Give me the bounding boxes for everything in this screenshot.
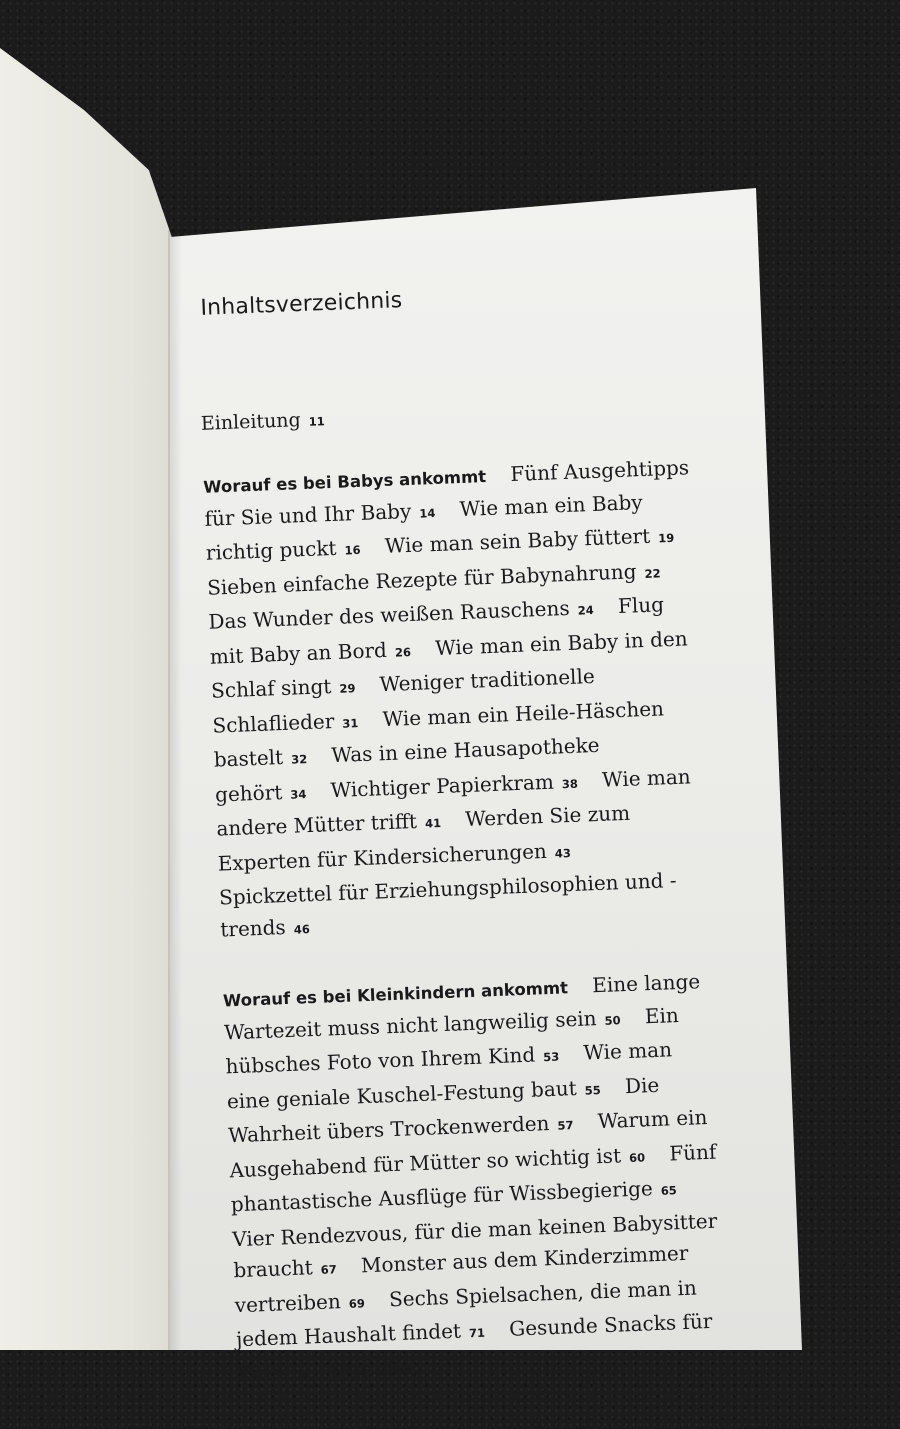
intro-page-number: 11 [308,414,326,429]
intro-label: Einleitung [200,409,302,435]
toc-entry: Werden Sie zum Experten für Kindersicherungen 43 [217,800,631,876]
toc-entry: Spickzettel für Erziehungsphilosophien und -trends 46 [218,867,677,942]
toc-entry: Wie man andere Mütter trifft 41 [216,763,692,841]
toc-entry: Ein hübsches Foto von Ihrem Kind 53 [225,1002,680,1079]
toc-entry: Gesunde Snacks für Kids 74 [236,1308,713,1386]
toc-entry: Fünf Ausgehtipps für Sie und Ihr Baby 14 [204,455,690,531]
section-heading: Worauf es bei Babys ankommt [202,467,487,497]
toc-entry: Monster aus dem Kinderzimmer vertreiben 69 [234,1240,689,1317]
toc-entry: Wie man eine geniale Kuschel-Festung baut 55 [226,1037,673,1113]
toc-entry: Was in eine Hausapotheke gehört 34 [214,732,600,807]
toc-entry: Eine lange Wartezeit muss nicht langweilig sein 50 [223,969,701,1044]
table-of-contents [196,277,729,1429]
toc-entry: Wichtiger Papierkram 38 [330,769,579,802]
toc-title: Inhaltsverzeichnis [199,288,403,321]
toc-entry: Flug mit Baby an Bord 26 [209,592,665,669]
section-heading: Worauf es bei Kleinkindern ankommt [222,978,569,1011]
toc-entry: Sechs Spielsachen, die man in jedem Haushalt findet 71 [235,1275,698,1352]
toc-entry: Die Wahrheit übers Trockenwerden 57 [227,1072,660,1148]
toc-section-kleinkinder [222,966,727,1394]
toc-entry: Das Wunder des weißen Rauschens 24 [208,595,594,634]
toc-entry: Warum ein Ausgehabend für Mütter so wichtig ist 60 [229,1104,708,1182]
toc-entry: Sieben einfache Rezepte für Babynahrung 22 [206,558,661,600]
toc-entry: Fünf phantastische Ausflüge für Wissbegierige 65 [230,1139,717,1217]
toc-entry: Wie man ein Baby richtig puckt 16 [205,489,644,565]
toc-intro [200,394,690,435]
toc-entry: Wie man ein Baby in den Schlaf singt 29 [210,625,689,703]
toc-entry: Weniger traditionelle Schlaflieder 31 [212,663,596,738]
toc-section-babys [203,452,711,948]
gutter-shadow [168,230,182,1350]
toc-entry: Vier Rendezvous, für die man keinen Babysitter braucht 67 [231,1208,718,1283]
toc-entry: Wie man ein Heile-Häschen bastelt 32 [213,695,665,772]
toc-entry: Strauße [329,1355,412,1383]
toc-entry: Wie man sein Baby füttert 19 [384,523,675,558]
